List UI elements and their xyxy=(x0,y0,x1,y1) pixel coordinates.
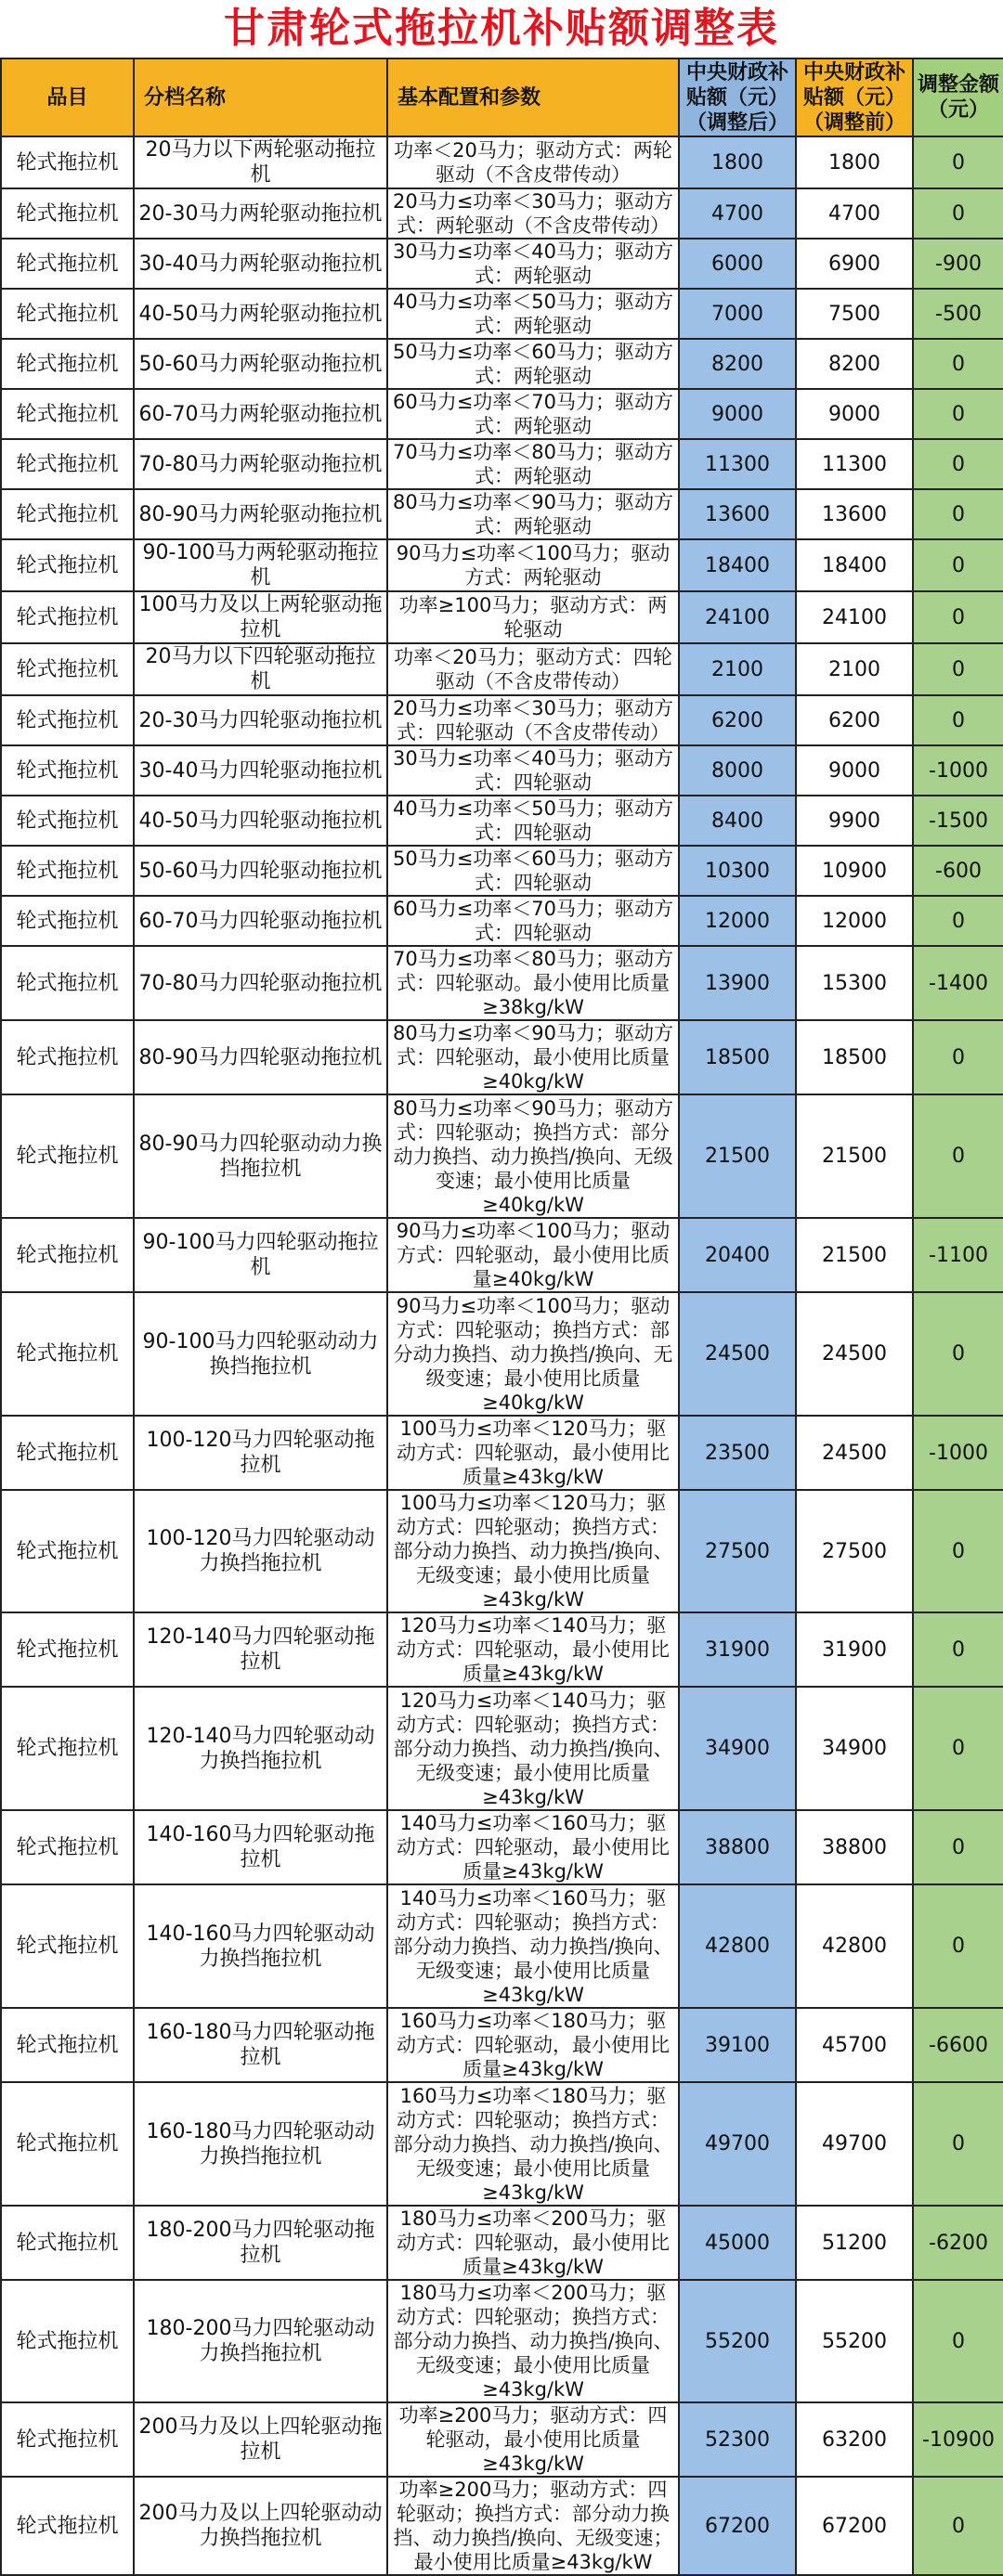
row-adjust-amount: -10900 xyxy=(913,2402,1003,2477)
row-name: 50-60马力四轮驱动拖拉机 xyxy=(134,846,387,896)
row-spec: 功率≥200马力；驱动方式：四轮驱动；换挡方式：部分动力换挡、动力换挡/换向、无级变速；最小使用比质量≥43kg/kW xyxy=(387,2477,679,2575)
table-row xyxy=(1,2402,1003,2477)
table-row xyxy=(1,439,1003,489)
table-row xyxy=(1,1612,1003,1687)
row-adjust-amount: 0 xyxy=(913,1884,1003,2008)
row-spec: 40马力≤功率＜50马力；驱动方式：四轮驱动 xyxy=(387,796,679,846)
row-name: 20马力以下两轮驱动拖拉机 xyxy=(134,136,387,188)
row-adjust-amount: 0 xyxy=(913,389,1003,439)
row-subsidy-before: 9000 xyxy=(796,745,913,796)
row-subsidy-after: 23500 xyxy=(679,1416,796,1490)
row-subsidy-before: 21500 xyxy=(796,1094,913,1218)
table-row xyxy=(1,389,1003,439)
table-row xyxy=(1,1810,1003,1884)
row-name: 40-50马力两轮驱动拖拉机 xyxy=(134,289,387,339)
row-name: 70-80马力四轮驱动拖拉机 xyxy=(134,946,387,1020)
row-adjust-amount: 0 xyxy=(913,1490,1003,1612)
row-subsidy-after: 12000 xyxy=(679,896,796,946)
row-spec: 180马力≤功率＜200马力；驱动方式：四轮驱动；换挡方式：部分动力换挡、动力换挡/换向、无级变速；最小使用比质量≥43kg/kW xyxy=(387,2280,679,2402)
row-category: 轮式拖拉机 xyxy=(1,1884,134,2008)
row-subsidy-after: 21500 xyxy=(679,1094,796,1218)
row-adjust-amount: 0 xyxy=(913,2477,1003,2575)
table-row xyxy=(1,339,1003,389)
row-adjust-amount: 0 xyxy=(913,896,1003,946)
row-spec: 90马力≤功率＜100马力；驱动方式：四轮驱动；换挡方式：部分动力换挡、动力换挡/换向、无级变速；最小使用比质量≥40kg/kW xyxy=(387,1292,679,1416)
row-name: 90-100马力两轮驱动拖拉机 xyxy=(134,539,387,591)
table-row xyxy=(1,289,1003,339)
row-subsidy-before: 45700 xyxy=(796,2008,913,2082)
table-row xyxy=(1,188,1003,239)
row-subsidy-after: 39100 xyxy=(679,2008,796,2082)
row-subsidy-before: 6900 xyxy=(796,239,913,289)
row-name: 70-80马力两轮驱动拖拉机 xyxy=(134,439,387,489)
row-subsidy-before: 55200 xyxy=(796,2280,913,2402)
row-spec: 140马力≤功率＜160马力；驱动方式：四轮驱动；换挡方式：部分动力换挡、动力换挡/换向、无级变速；最小使用比质量≥43kg/kW xyxy=(387,1884,679,2008)
row-adjust-amount: 0 xyxy=(913,489,1003,539)
row-subsidy-before: 18500 xyxy=(796,1020,913,1094)
row-spec: 功率≥200马力；驱动方式：四轮驱动，最小使用比质量≥43kg/kW xyxy=(387,2402,679,2477)
row-subsidy-before: 24100 xyxy=(796,591,913,643)
table-row xyxy=(1,1416,1003,1490)
table-row xyxy=(1,643,1003,695)
row-subsidy-after: 10300 xyxy=(679,846,796,896)
row-subsidy-before: 24500 xyxy=(796,1416,913,1490)
header-before: 中央财政补贴额（元）（调整前） xyxy=(796,58,913,136)
row-subsidy-after: 18400 xyxy=(679,539,796,591)
row-spec: 50马力≤功率＜60马力；驱动方式：四轮驱动 xyxy=(387,846,679,896)
row-adjust-amount: 0 xyxy=(913,1612,1003,1687)
row-adjust-amount: 0 xyxy=(913,2082,1003,2206)
row-spec: 70马力≤功率＜80马力；驱动方式：两轮驱动 xyxy=(387,439,679,489)
row-subsidy-before: 51200 xyxy=(796,2206,913,2280)
row-category: 轮式拖拉机 xyxy=(1,1612,134,1687)
row-category: 轮式拖拉机 xyxy=(1,695,134,745)
row-name: 80-90马力四轮驱动动力换挡拖拉机 xyxy=(134,1094,387,1218)
row-category: 轮式拖拉机 xyxy=(1,2402,134,2477)
row-spec: 功率≥100马力；驱动方式：两轮驱动 xyxy=(387,591,679,643)
row-subsidy-after: 24100 xyxy=(679,591,796,643)
table-row xyxy=(1,2206,1003,2280)
table-row xyxy=(1,591,1003,643)
row-category: 轮式拖拉机 xyxy=(1,1490,134,1612)
row-spec: 160马力≤功率＜180马力；驱动方式：四轮驱动；换挡方式：部分动力换挡、动力换挡/换向、无级变速；最小使用比质量≥43kg/kW xyxy=(387,2082,679,2206)
row-subsidy-after: 55200 xyxy=(679,2280,796,2402)
row-category: 轮式拖拉机 xyxy=(1,489,134,539)
table-row xyxy=(1,745,1003,796)
header-after: 中央财政补贴额（元）（调整后） xyxy=(679,58,796,136)
row-spec: 180马力≤功率＜200马力；驱动方式：四轮驱动，最小使用比质量≥43kg/kW xyxy=(387,2206,679,2280)
table-row xyxy=(1,539,1003,591)
table-row xyxy=(1,1218,1003,1292)
row-subsidy-before: 2100 xyxy=(796,643,913,695)
row-adjust-amount: -500 xyxy=(913,289,1003,339)
row-spec: 60马力≤功率＜70马力；驱动方式：两轮驱动 xyxy=(387,389,679,439)
row-category: 轮式拖拉机 xyxy=(1,2206,134,2280)
row-name: 90-100马力四轮驱动拖拉机 xyxy=(134,1218,387,1292)
row-adjust-amount: -1400 xyxy=(913,946,1003,1020)
row-subsidy-after: 24500 xyxy=(679,1292,796,1416)
row-spec: 160马力≤功率＜180马力；驱动方式：四轮驱动，最小使用比质量≥43kg/kW xyxy=(387,2008,679,2082)
row-category: 轮式拖拉机 xyxy=(1,289,134,339)
row-category: 轮式拖拉机 xyxy=(1,643,134,695)
row-subsidy-before: 9000 xyxy=(796,389,913,439)
row-subsidy-before: 63200 xyxy=(796,2402,913,2477)
row-subsidy-after: 7000 xyxy=(679,289,796,339)
row-category: 轮式拖拉机 xyxy=(1,136,134,188)
row-name: 100马力及以上两轮驱动拖拉机 xyxy=(134,591,387,643)
row-name: 90-100马力四轮驱动动力换挡拖拉机 xyxy=(134,1292,387,1416)
row-name: 120-140马力四轮驱动拖拉机 xyxy=(134,1612,387,1687)
row-adjust-amount: -1000 xyxy=(913,1416,1003,1490)
row-name: 60-70马力两轮驱动拖拉机 xyxy=(134,389,387,439)
row-subsidy-before: 10900 xyxy=(796,846,913,896)
row-category: 轮式拖拉机 xyxy=(1,591,134,643)
row-adjust-amount: 0 xyxy=(913,2280,1003,2402)
row-subsidy-before: 9900 xyxy=(796,796,913,846)
row-subsidy-after: 20400 xyxy=(679,1218,796,1292)
row-adjust-amount: 0 xyxy=(913,1810,1003,1884)
row-name: 40-50马力四轮驱动拖拉机 xyxy=(134,796,387,846)
row-spec: 60马力≤功率＜70马力；驱动方式：四轮驱动 xyxy=(387,896,679,946)
row-subsidy-after: 8200 xyxy=(679,339,796,389)
row-subsidy-after: 18500 xyxy=(679,1020,796,1094)
row-subsidy-before: 67200 xyxy=(796,2477,913,2575)
row-adjust-amount: -6600 xyxy=(913,2008,1003,2082)
table-row xyxy=(1,1292,1003,1416)
row-subsidy-after: 1800 xyxy=(679,136,796,188)
table-header-row xyxy=(1,58,1003,136)
row-subsidy-after: 13600 xyxy=(679,489,796,539)
table-row xyxy=(1,1687,1003,1810)
row-subsidy-before: 42800 xyxy=(796,1884,913,2008)
table-row xyxy=(1,239,1003,289)
row-adjust-amount: -1500 xyxy=(913,796,1003,846)
row-subsidy-before: 34900 xyxy=(796,1687,913,1810)
row-subsidy-after: 13900 xyxy=(679,946,796,1020)
row-subsidy-before: 31900 xyxy=(796,1612,913,1687)
row-category: 轮式拖拉机 xyxy=(1,2280,134,2402)
row-name: 160-180马力四轮驱动动力换挡拖拉机 xyxy=(134,2082,387,2206)
row-adjust-amount: -1100 xyxy=(913,1218,1003,1292)
row-spec: 20马力≤功率＜30马力；驱动方式：两轮驱动（不含皮带传动） xyxy=(387,188,679,239)
row-spec: 功率＜20马力；驱动方式：两轮驱动（不含皮带传动） xyxy=(387,136,679,188)
row-subsidy-after: 4700 xyxy=(679,188,796,239)
row-spec: 30马力≤功率＜40马力；驱动方式：两轮驱动 xyxy=(387,239,679,289)
row-spec: 100马力≤功率＜120马力；驱动方式：四轮驱动；换挡方式：部分动力换挡、动力换挡/换向、无级变速；最小使用比质量≥43kg/kW xyxy=(387,1490,679,1612)
row-spec: 20马力≤功率＜30马力；驱动方式：四轮驱动（不含皮带传动） xyxy=(387,695,679,745)
row-category: 轮式拖拉机 xyxy=(1,1687,134,1810)
row-name: 100-120马力四轮驱动拖拉机 xyxy=(134,1416,387,1490)
table-row xyxy=(1,1884,1003,2008)
table-row xyxy=(1,846,1003,896)
row-subsidy-after: 2100 xyxy=(679,643,796,695)
row-spec: 100马力≤功率＜120马力；驱动方式：四轮驱动，最小使用比质量≥43kg/kW xyxy=(387,1416,679,1490)
row-subsidy-after: 31900 xyxy=(679,1612,796,1687)
row-category: 轮式拖拉机 xyxy=(1,2082,134,2206)
row-subsidy-after: 34900 xyxy=(679,1687,796,1810)
row-spec: 功率＜20马力；驱动方式：四轮驱动（不含皮带传动） xyxy=(387,643,679,695)
row-category: 轮式拖拉机 xyxy=(1,796,134,846)
row-adjust-amount: 0 xyxy=(913,339,1003,389)
row-subsidy-after: 8000 xyxy=(679,745,796,796)
row-spec: 80马力≤功率＜90马力；驱动方式：四轮驱动；换挡方式：部分动力换挡、动力换挡/换向、无级变速；最小使用比质量≥40kg/kW xyxy=(387,1094,679,1218)
table-row xyxy=(1,946,1003,1020)
row-subsidy-after: 52300 xyxy=(679,2402,796,2477)
row-category: 轮式拖拉机 xyxy=(1,239,134,289)
row-subsidy-after: 49700 xyxy=(679,2082,796,2206)
header-spec: 基本配置和参数 xyxy=(387,58,679,136)
row-adjust-amount: -900 xyxy=(913,239,1003,289)
row-name: 120-140马力四轮驱动动力换挡拖拉机 xyxy=(134,1687,387,1810)
row-spec: 120马力≤功率＜140马力；驱动方式：四轮驱动；换挡方式：部分动力换挡、动力换挡/换向、无级变速；最小使用比质量≥43kg/kW xyxy=(387,1687,679,1810)
row-subsidy-before: 13600 xyxy=(796,489,913,539)
row-subsidy-before: 24500 xyxy=(796,1292,913,1416)
row-name: 20-30马力四轮驱动拖拉机 xyxy=(134,695,387,745)
row-name: 180-200马力四轮驱动拖拉机 xyxy=(134,2206,387,2280)
row-name: 30-40马力四轮驱动拖拉机 xyxy=(134,745,387,796)
row-subsidy-before: 11300 xyxy=(796,439,913,489)
row-spec: 80马力≤功率＜90马力；驱动方式：两轮驱动 xyxy=(387,489,679,539)
row-spec: 90马力≤功率＜100马力；驱动方式：两轮驱动 xyxy=(387,539,679,591)
page-title: 甘肃轮式拖拉机补贴额调整表 xyxy=(224,5,779,52)
row-subsidy-before: 4700 xyxy=(796,188,913,239)
table-row xyxy=(1,1094,1003,1218)
row-adjust-amount: 0 xyxy=(913,643,1003,695)
row-name: 20-30马力两轮驱动拖拉机 xyxy=(134,188,387,239)
row-name: 160-180马力四轮驱动拖拉机 xyxy=(134,2008,387,2082)
row-name: 180-200马力四轮驱动动力换挡拖拉机 xyxy=(134,2280,387,2402)
header-category: 品目 xyxy=(1,58,134,136)
row-subsidy-before: 21500 xyxy=(796,1218,913,1292)
row-category: 轮式拖拉机 xyxy=(1,188,134,239)
row-name: 30-40马力两轮驱动拖拉机 xyxy=(134,239,387,289)
table-body xyxy=(1,136,1003,2575)
row-subsidy-before: 6200 xyxy=(796,695,913,745)
row-subsidy-after: 67200 xyxy=(679,2477,796,2575)
row-name: 50-60马力两轮驱动拖拉机 xyxy=(134,339,387,389)
row-category: 轮式拖拉机 xyxy=(1,1810,134,1884)
row-adjust-amount: 0 xyxy=(913,136,1003,188)
row-category: 轮式拖拉机 xyxy=(1,539,134,591)
row-subsidy-after: 42800 xyxy=(679,1884,796,2008)
table-row xyxy=(1,136,1003,188)
row-name: 80-90马力两轮驱动拖拉机 xyxy=(134,489,387,539)
row-category: 轮式拖拉机 xyxy=(1,439,134,489)
row-name: 20马力以下四轮驱动拖拉机 xyxy=(134,643,387,695)
row-category: 轮式拖拉机 xyxy=(1,1416,134,1490)
row-adjust-amount: -600 xyxy=(913,846,1003,896)
row-adjust-amount: 0 xyxy=(913,1020,1003,1094)
table-row xyxy=(1,2082,1003,2206)
row-subsidy-before: 12000 xyxy=(796,896,913,946)
row-category: 轮式拖拉机 xyxy=(1,1292,134,1416)
row-spec: 30马力≤功率＜40马力；驱动方式：四轮驱动 xyxy=(387,745,679,796)
row-name: 140-160马力四轮驱动动力换挡拖拉机 xyxy=(134,1884,387,2008)
row-adjust-amount: 0 xyxy=(913,1292,1003,1416)
row-subsidy-after: 6200 xyxy=(679,695,796,745)
row-adjust-amount: 0 xyxy=(913,539,1003,591)
row-category: 轮式拖拉机 xyxy=(1,389,134,439)
table-row xyxy=(1,2477,1003,2575)
table-row xyxy=(1,489,1003,539)
header-adjust: 调整金额（元） xyxy=(913,58,1003,136)
row-adjust-amount: 0 xyxy=(913,695,1003,745)
row-spec: 40马力≤功率＜50马力；驱动方式：两轮驱动 xyxy=(387,289,679,339)
row-spec: 70马力≤功率＜80马力；驱动方式：四轮驱动。最小使用比质量≥38kg/kW xyxy=(387,946,679,1020)
row-adjust-amount: 0 xyxy=(913,1094,1003,1218)
table-row xyxy=(1,1020,1003,1094)
table-row xyxy=(1,1490,1003,1612)
row-name: 200马力及以上四轮驱动拖拉机 xyxy=(134,2402,387,2477)
row-name: 140-160马力四轮驱动拖拉机 xyxy=(134,1810,387,1884)
row-subsidy-after: 8400 xyxy=(679,796,796,846)
row-category: 轮式拖拉机 xyxy=(1,339,134,389)
row-category: 轮式拖拉机 xyxy=(1,1218,134,1292)
subsidy-table xyxy=(0,58,1003,2576)
row-spec: 50马力≤功率＜60马力；驱动方式：两轮驱动 xyxy=(387,339,679,389)
row-subsidy-before: 27500 xyxy=(796,1490,913,1612)
row-category: 轮式拖拉机 xyxy=(1,896,134,946)
row-category: 轮式拖拉机 xyxy=(1,745,134,796)
header-name: 分档名称 xyxy=(134,58,387,136)
row-subsidy-before: 8200 xyxy=(796,339,913,389)
row-adjust-amount: 0 xyxy=(913,439,1003,489)
table-row xyxy=(1,2008,1003,2082)
row-category: 轮式拖拉机 xyxy=(1,946,134,1020)
row-subsidy-after: 9000 xyxy=(679,389,796,439)
row-spec: 140马力≤功率＜160马力；驱动方式：四轮驱动，最小使用比质量≥43kg/kW xyxy=(387,1810,679,1884)
row-subsidy-after: 6000 xyxy=(679,239,796,289)
row-name: 60-70马力四轮驱动拖拉机 xyxy=(134,896,387,946)
row-category: 轮式拖拉机 xyxy=(1,1094,134,1218)
row-name: 80-90马力四轮驱动拖拉机 xyxy=(134,1020,387,1094)
row-adjust-amount: 0 xyxy=(913,188,1003,239)
table-row xyxy=(1,695,1003,745)
row-subsidy-before: 49700 xyxy=(796,2082,913,2206)
row-subsidy-after: 11300 xyxy=(679,439,796,489)
row-subsidy-after: 45000 xyxy=(679,2206,796,2280)
row-subsidy-before: 18400 xyxy=(796,539,913,591)
table-row xyxy=(1,2280,1003,2402)
row-adjust-amount: 0 xyxy=(913,1687,1003,1810)
row-adjust-amount: -1000 xyxy=(913,745,1003,796)
row-adjust-amount: -6200 xyxy=(913,2206,1003,2280)
row-category: 轮式拖拉机 xyxy=(1,1020,134,1094)
row-subsidy-after: 27500 xyxy=(679,1490,796,1612)
row-category: 轮式拖拉机 xyxy=(1,2008,134,2082)
row-subsidy-before: 7500 xyxy=(796,289,913,339)
row-spec: 80马力≤功率＜90马力；驱动方式：四轮驱动，最小使用比质量≥40kg/kW xyxy=(387,1020,679,1094)
row-category: 轮式拖拉机 xyxy=(1,2477,134,2575)
row-name: 200马力及以上四轮驱动动力换挡拖拉机 xyxy=(134,2477,387,2575)
row-adjust-amount: 0 xyxy=(913,591,1003,643)
row-category: 轮式拖拉机 xyxy=(1,846,134,896)
table-row xyxy=(1,796,1003,846)
row-subsidy-before: 1800 xyxy=(796,136,913,188)
row-spec: 90马力≤功率＜100马力；驱动方式：四轮驱动，最小使用比质量≥40kg/kW xyxy=(387,1218,679,1292)
row-subsidy-before: 15300 xyxy=(796,946,913,1020)
row-name: 100-120马力四轮驱动动力换挡拖拉机 xyxy=(134,1490,387,1612)
row-subsidy-before: 38800 xyxy=(796,1810,913,1884)
table-row xyxy=(1,896,1003,946)
row-subsidy-after: 38800 xyxy=(679,1810,796,1884)
row-spec: 120马力≤功率＜140马力；驱动方式：四轮驱动，最小使用比质量≥43kg/kW xyxy=(387,1612,679,1687)
